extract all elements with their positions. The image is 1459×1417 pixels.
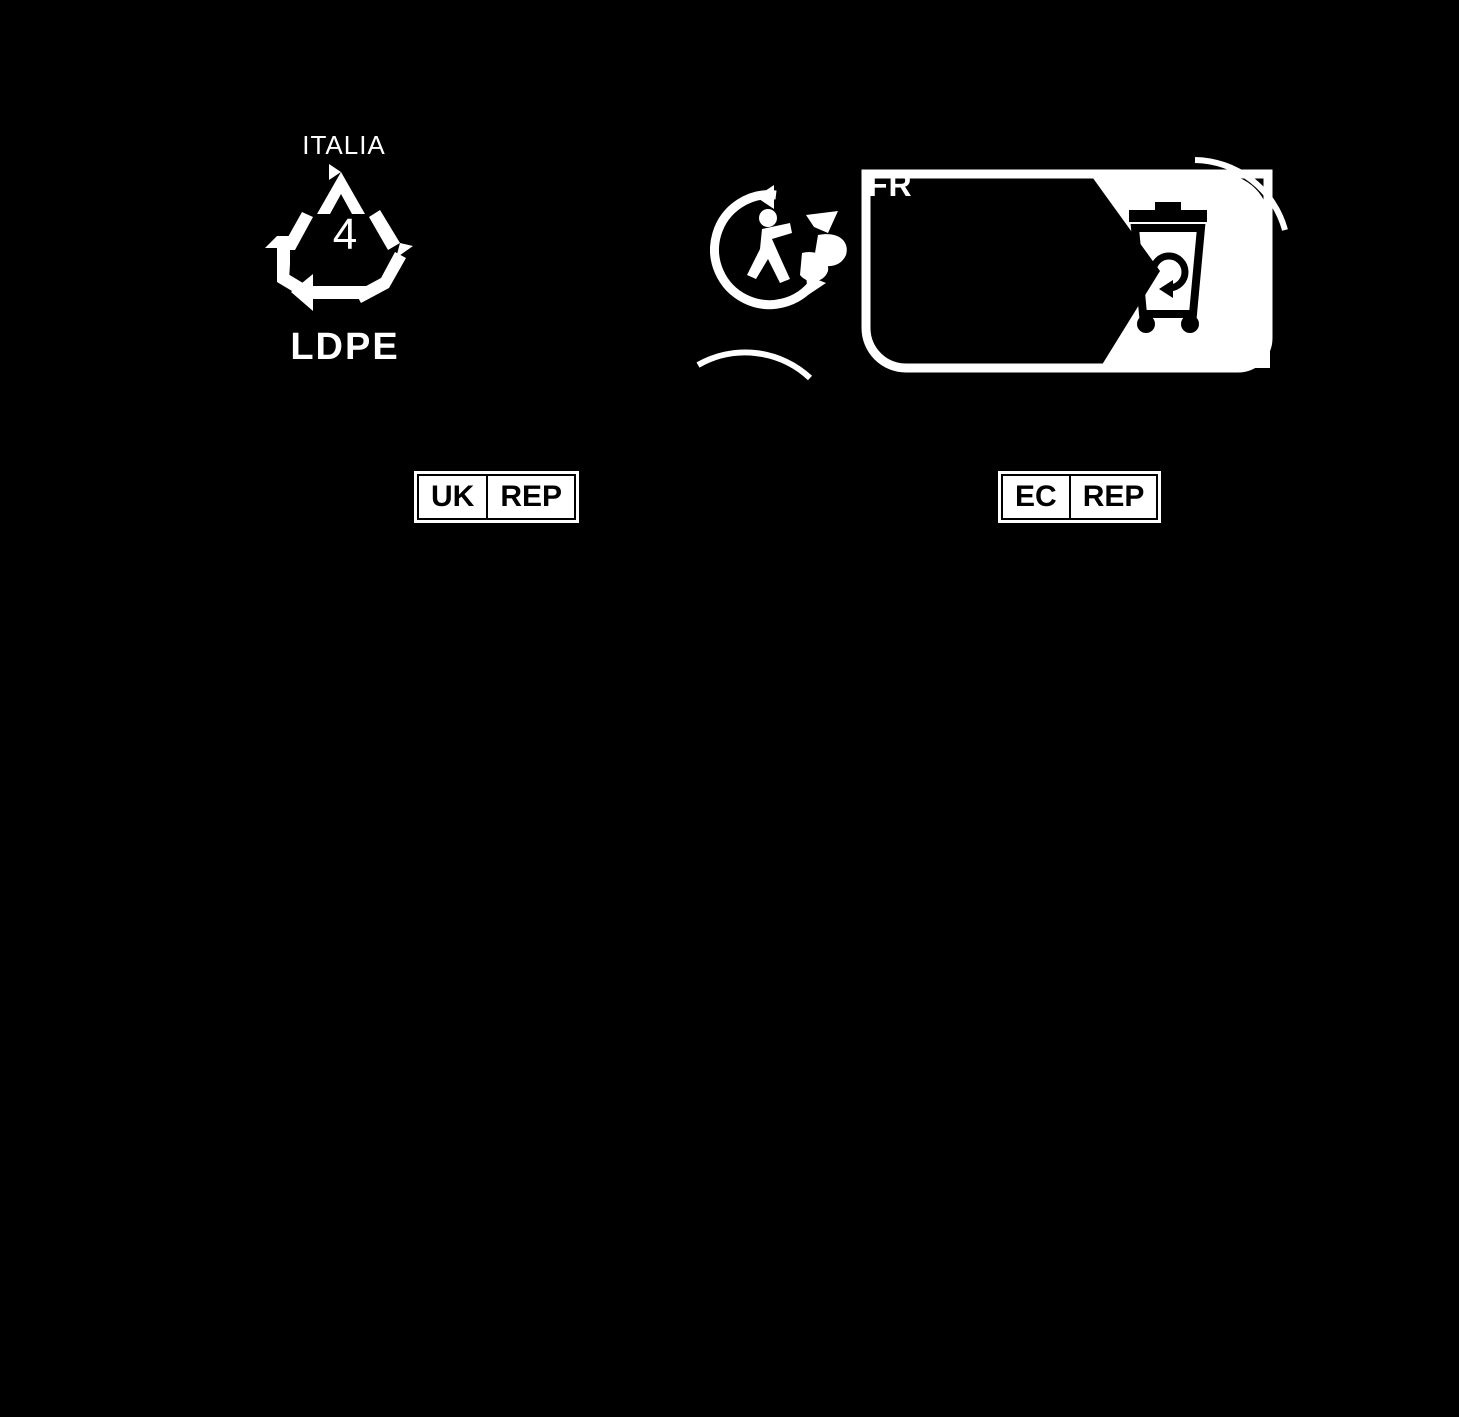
uk-responsible-person-mark <box>414 471 579 523</box>
wheelie-bin-recycle-icon <box>1115 202 1225 342</box>
triman-icon <box>710 183 870 323</box>
ec-authorised-representative-mark <box>998 471 1161 523</box>
italia-ldpe-recycling-symbol <box>245 130 445 370</box>
uk-rep-role-label: REP <box>488 474 576 520</box>
uk-rep-region-label: UK <box>417 474 488 520</box>
resin-code-number: 4 <box>332 210 358 259</box>
italia-top-label: ITALIA <box>302 130 386 160</box>
ec-rep-role-label: REP <box>1071 474 1159 520</box>
italia-material-label: LDPE <box>290 326 400 368</box>
ec-rep-region-label: EC <box>1001 474 1071 520</box>
fr-triman-symbol-group <box>690 150 1290 390</box>
fr-country-label: FR <box>868 167 913 203</box>
